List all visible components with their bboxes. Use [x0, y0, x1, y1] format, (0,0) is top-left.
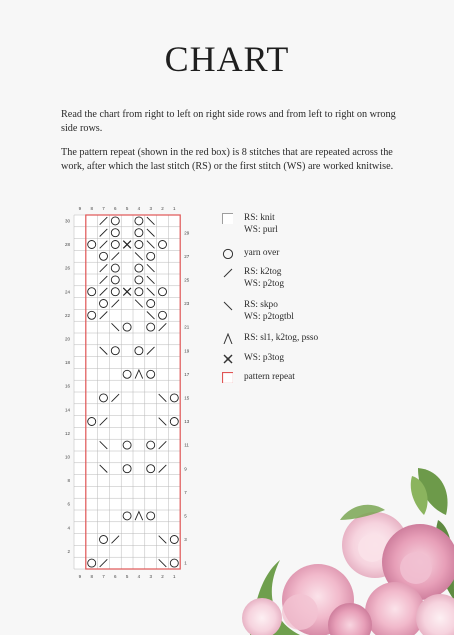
column-label-bottom: 9 — [78, 574, 82, 579]
row-label-right: 9 — [184, 466, 187, 472]
column-label-top: 9 — [78, 206, 82, 211]
row-label-left: 20 — [64, 336, 70, 342]
row-label-left: 22 — [64, 312, 70, 318]
legend-label: RS: knit — [244, 213, 275, 223]
legend-label: RS: sl1, k2tog, psso — [244, 333, 319, 343]
column-label-bottom: 3 — [149, 574, 152, 579]
legend-label: RS: skpo — [244, 300, 278, 310]
column-label-bottom: 8 — [90, 574, 93, 579]
legend-label: WS: purl — [244, 225, 278, 235]
column-label-top: 1 — [173, 206, 176, 211]
column-label-top: 2 — [161, 206, 164, 211]
row-label-right: 11 — [184, 442, 189, 448]
row-label-left: 2 — [67, 548, 70, 554]
instructions-paragraph-1: Read the chart from right to left on right side rows and from left to right on wrong side rows. — [61, 109, 396, 134]
column-label-bottom: 2 — [161, 574, 164, 579]
row-label-right: 15 — [184, 395, 190, 401]
legend-label: WS: p2togtbl — [244, 312, 294, 322]
row-label-left: 10 — [64, 454, 70, 460]
row-label-left: 16 — [64, 383, 70, 389]
column-label-top: 4 — [137, 206, 141, 211]
column-label-bottom: 1 — [173, 574, 176, 579]
instructions-paragraph-2: The pattern repeat (shown in the red box) is 8 stitches that are repeated across the work, after which the last stitch (RS) or the first stitch (WS) are worked knitwise. — [61, 147, 394, 172]
row-label-right: 25 — [184, 277, 190, 283]
column-label-bottom: 7 — [102, 574, 105, 579]
row-label-left: 24 — [64, 289, 70, 295]
row-label-left: 12 — [64, 430, 70, 436]
row-label-right: 1 — [184, 560, 187, 566]
row-label-right: 21 — [184, 324, 190, 330]
page-title: CHART — [164, 39, 290, 79]
row-label-right: 17 — [184, 371, 190, 377]
column-label-top: 3 — [149, 206, 152, 211]
row-label-left: 18 — [64, 360, 70, 366]
row-label-left: 28 — [64, 242, 70, 248]
row-label-right: 5 — [184, 513, 187, 519]
row-label-left: 30 — [64, 218, 70, 224]
row-label-left: 4 — [67, 525, 70, 531]
column-label-bottom: 5 — [125, 574, 129, 579]
row-label-right: 7 — [184, 489, 187, 495]
column-label-top: 6 — [114, 206, 117, 211]
column-label-top: 5 — [125, 206, 129, 211]
row-label-right: 29 — [184, 230, 190, 236]
legend-label: yarn over — [244, 248, 280, 258]
row-label-right: 3 — [184, 537, 187, 543]
legend-label: WS: p2tog — [244, 279, 285, 289]
row-label-right: 13 — [184, 419, 190, 425]
legend-label: RS: k2tog — [244, 267, 282, 277]
row-label-right: 23 — [184, 301, 190, 307]
row-label-left: 8 — [67, 478, 70, 484]
column-label-top: 7 — [102, 206, 105, 211]
row-label-right: 19 — [184, 348, 190, 354]
row-label-left: 14 — [64, 407, 70, 413]
row-label-right: 27 — [184, 253, 190, 259]
row-label-left: 6 — [67, 501, 70, 507]
column-label-bottom: 4 — [137, 574, 141, 579]
row-label-left: 26 — [64, 265, 70, 271]
column-label-top: 8 — [90, 206, 93, 211]
column-label-bottom: 6 — [114, 574, 117, 579]
legend-label: WS: p3tog — [244, 353, 285, 363]
legend-label: pattern repeat — [244, 372, 295, 382]
